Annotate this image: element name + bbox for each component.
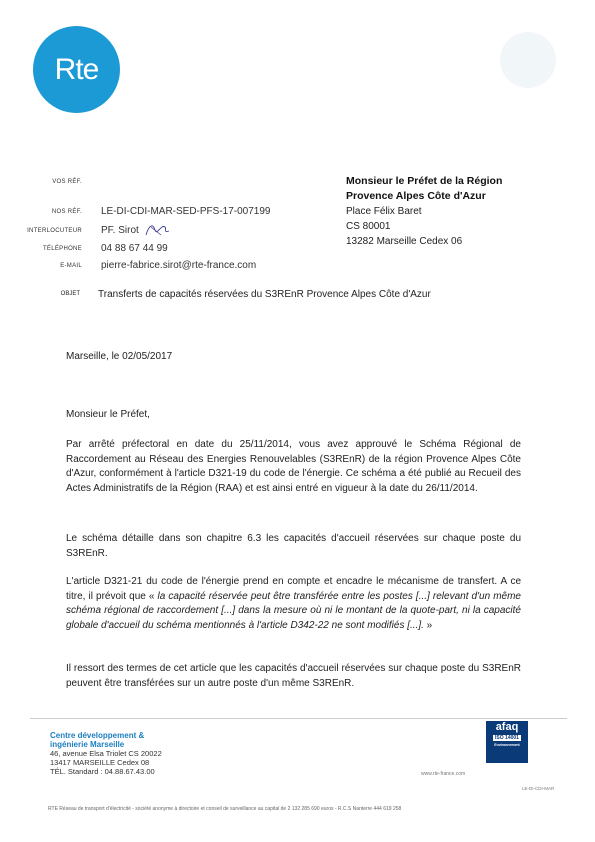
paragraph-3-end: » (423, 619, 433, 631)
footer-org-line-1: Centre développement & (50, 731, 145, 740)
footer-org-line-2: ingénierie Marseille (50, 740, 125, 749)
date-line: Marseille, le 02/05/2017 (66, 351, 173, 362)
paragraph-4 (66, 662, 521, 691)
paragraph-3-start: L'article D321-21 du code de l'énergie prend en compte et encadre le mécanisme de transfert. A ce titre, il prévoit que « (66, 576, 521, 602)
paragraph-2 (66, 532, 521, 561)
nos-ref-value: LE-DI-CDI-MAR-SED-PFS-17-007199 (101, 206, 271, 217)
recipient-line-1: Monsieur le Préfet de la Région (346, 175, 503, 187)
afaq-iso: ISO 14001 (495, 735, 519, 741)
recipient-line-3: Place Félix Baret (346, 206, 422, 217)
footer-addr-1: 46, avenue Elsa Triolet CS 20022 (50, 749, 162, 758)
recipient-address (346, 174, 502, 249)
afaq-cert: Environnement (494, 743, 520, 747)
afaq-iso-badge (486, 721, 528, 763)
paragraph-3-quote: la capacité réservée peut être transférée entre les postes [...] relevant d'un même schéma régional de raccordement [...] dans la mesure où ni le montant de la quote-part, ni la capacité globale d'accueil du schéma mentionnés à l'article D342-22 ne sont modifiés [...]. (66, 590, 521, 631)
afaq-title: afaq (495, 721, 519, 733)
telephone-label: TÉLÉPHONE (42, 246, 82, 252)
email-value[interactable]: pierre-fabrice.sirot@rte-france.com (101, 260, 257, 271)
rte-logo (33, 26, 120, 113)
telephone-value: 04 88 67 44 99 (101, 243, 168, 254)
footer-website[interactable]: www.rte-france.com (421, 771, 466, 777)
subject-label: OBJET (60, 291, 80, 297)
signature-mark (143, 221, 171, 239)
footer-ref: LE-DI-CDI-MAR (522, 786, 555, 791)
paragraph-2-text: Le schéma détaille dans son chapitre 6.3 les capacités d'accueil réservées sur chaque poste du S3REnR. (66, 533, 521, 559)
subject-text: Transferts de capacités réservées du S3REnR Provence Alpes Côte d'Azur (98, 289, 431, 300)
paragraph-4-text: Il ressort des termes de cet article que les capacités d'accueil réservées sur chaque poste du S3REnR peuvent être transférées sur un autre poste d'un même S3REnR. (66, 663, 521, 689)
interlocuteur-label: INTERLOCUTEUR (27, 228, 82, 234)
recipient-line-2: Provence Alpes Côte d'Azur (346, 190, 486, 202)
interlocuteur-value: PF. Sirot (101, 225, 139, 236)
footer-divider (30, 718, 567, 719)
paragraph-1-text: Par arrêté préfectoral en date du 25/11/2014, vous avez approuvé le Schéma Régional de Raccordement au Réseau des Energies Renouvelables (S3REnR) de la région Provence Alpes Côte d'Azur, conformément à l'article D321-19 du code de l'énergie. Ce schéma a été publié au Recueil des Actes Administratifs de la Région (RAA) et est ainsi entré en vigueur à la date du 26/11/2014. (66, 439, 521, 494)
nos-ref-label: NOS RÉF. (51, 209, 82, 215)
footer-address (50, 731, 162, 776)
recipient-line-5: 13282 Marseille Cedex 06 (346, 236, 463, 247)
footer-addr-2: 13417 MARSEILLE Cedex 08 (50, 758, 150, 767)
paragraph-1 (66, 438, 521, 496)
footer-addr-3: TÉL. Standard : 04.88.67.43.00 (50, 767, 155, 776)
recipient-line-4: CS 80001 (346, 221, 391, 232)
paragraph-3 (66, 575, 521, 633)
vos-ref-label: VOS RÉF. (52, 179, 82, 185)
logo-text: Rte (54, 52, 99, 86)
salutation: Monsieur le Préfet, (66, 409, 150, 420)
faded-watermark-circle (500, 32, 556, 88)
footer-legal: RTE Réseau de transport d'électricité - société anonyme à directoire et conseil de surveillance au capital de 2 132 285 690 euros - R.C.S Nanterre 444 619 258 (48, 806, 402, 812)
email-label: E-MAIL (60, 263, 82, 269)
